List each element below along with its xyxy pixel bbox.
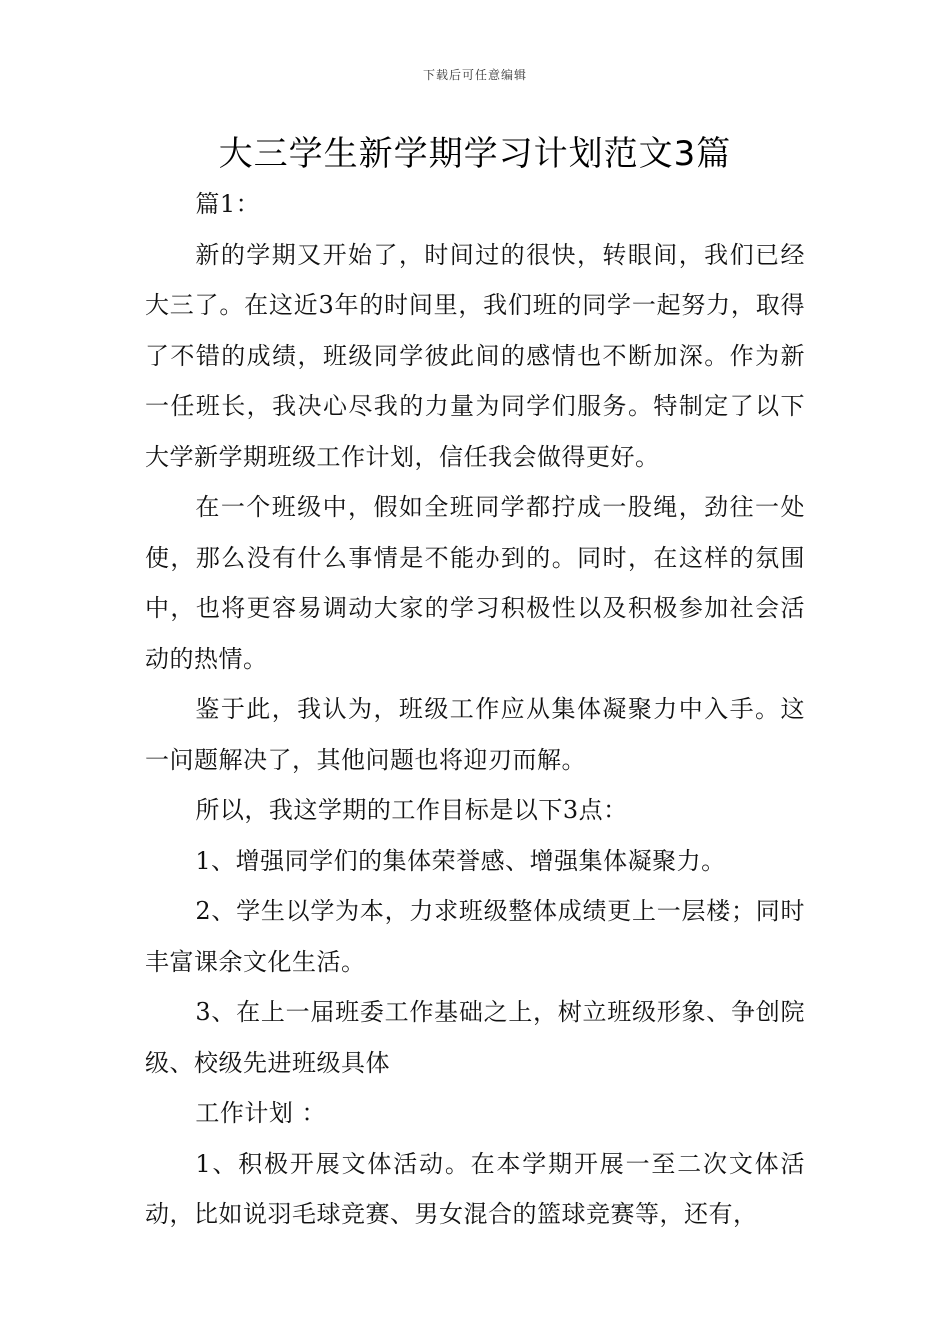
paragraph-3: 鉴于此，我认为，班级工作应从集体凝聚力中入手。这一问题解决了，其他问题也将迎刃而解。 [145,695,805,774]
list-item-goal-2: 2、学生以学为本，力求班级整体成绩更上一层楼；同时丰富课余文化生活。 [145,897,805,976]
paragraph-2: 在一个班级中，假如全班同学都拧成一股绳，劲往一处使，那么没有什么事情是不能办到的。同时，在这样的氛围中，也将更容易调动大家的学习积极性以及积极参加社会活动的热情。 [145,493,805,673]
paragraph-1: 新的学期又开始了，时间过的很快，转眼间，我们已经大三了。在这近3年的时间里，我们班的同学一起努力，取得了不错的成绩，班级同学彼此间的感情也不断加深。作为新一任班长，我决心尽我的力量为同学们服务。特制定了以下大学新学期班级工作计划，信任我会做得更好。 [145,240,805,471]
document-body [145,179,805,1240]
header-note: 下载后可任意编辑 [422,68,527,82]
list-item-goal-1: 1、增强同学们的集体荣誉感、增强集体凝聚力。 [195,846,726,875]
paragraph-4: 所以，我这学期的工作目标是以下3点： [195,796,628,824]
list-item-plan-1: 1、积极开展文体活动。在本学期开展一至二次文体活动，比如说羽毛球竞赛、男女混合的篮球竞赛等，还有， [145,1149,805,1228]
document-title: 大三学生新学期学习计划范文3篇 [218,134,732,174]
list-item-goal-3: 3、在上一届班委工作基础之上，树立班级形象、争创院级、校级先进班级具体 [145,998,805,1077]
work-plan-heading: 工作计划 ： [195,1099,327,1127]
section-label: 篇1： [195,190,261,218]
